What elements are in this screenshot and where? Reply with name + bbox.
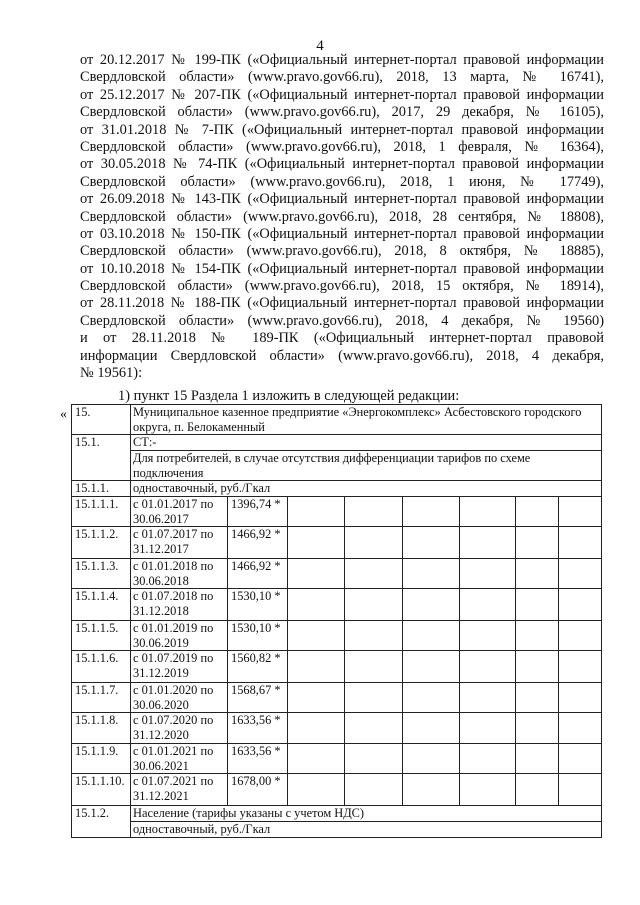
empty-cell: [516, 589, 559, 621]
empty-cell: [516, 497, 559, 527]
empty-cell: [559, 527, 602, 559]
table-row-population-rate: [72, 822, 602, 838]
empty-cell: [345, 559, 403, 589]
empty-cell: [559, 589, 602, 621]
table-row: [72, 589, 602, 621]
paragraph-line: Свердловской области» (www.pravo.gov66.ru), 2018, 1 июня, № 17749),: [80, 173, 604, 190]
tariff-value: 1530,10 *: [228, 621, 288, 651]
page-number: 4: [316, 38, 324, 54]
empty-cell: [345, 589, 403, 621]
empty-cell: [403, 713, 460, 744]
empty-cell: [460, 559, 516, 589]
empty-cell: [559, 621, 602, 651]
empty-cell: [516, 713, 559, 744]
empty-cell: [516, 683, 559, 713]
paragraph-line: от 28.11.2018 № 188-ПК («Официальный интернет-портал правовой информации: [80, 295, 604, 312]
empty-cell: [288, 589, 345, 621]
empty-cell: [403, 774, 460, 806]
row-number: 15.1.1.4.: [72, 589, 131, 621]
table-row: [72, 497, 602, 527]
period-cell: с 01.07.2021 по 31.12.2021: [131, 774, 228, 806]
tariff-value: 1466,92 *: [228, 559, 288, 589]
paragraph-line: № 19561):: [80, 365, 143, 382]
period-cell: с 01.01.2019 по 30.06.2019: [131, 621, 228, 651]
row-number: 15.1.1.9.: [72, 744, 131, 774]
empty-cell: [516, 651, 559, 683]
enterprise-name: Муниципальное казенное предприятие «Энергокомплекс» Асбестовского городского округа, п. Белокаменный: [131, 405, 602, 435]
empty-cell: [403, 559, 460, 589]
paragraph-line: от 10.10.2018 № 154-ПК («Официальный интернет-портал правовой информации: [80, 260, 604, 277]
row-number: 15.1.1.10.: [72, 774, 131, 806]
rate-type-label: одноставочный, руб./Гкал: [131, 481, 602, 497]
empty-cell: [288, 744, 345, 774]
table-row: [72, 774, 602, 806]
empty-cell: [559, 683, 602, 713]
st-label: СТ:-: [131, 435, 602, 451]
empty-cell: [288, 651, 345, 683]
empty-cell: [288, 621, 345, 651]
population-label: Население (тарифы указаны с учетом НДС): [131, 806, 602, 822]
row-number: 15.1.: [72, 435, 131, 481]
empty-cell: [288, 683, 345, 713]
empty-cell: [288, 527, 345, 559]
empty-cell: [516, 527, 559, 559]
paragraph-line: от 03.10.2018 № 150-ПК («Официальный интернет-портал правовой информации: [80, 225, 604, 242]
row-number: 15.: [72, 405, 131, 435]
empty-cell: [559, 774, 602, 806]
empty-cell: [460, 651, 516, 683]
table-row: [72, 527, 602, 559]
empty-cell: [559, 744, 602, 774]
table-row-15-1-1: [72, 481, 602, 497]
row-number: 15.1.1.8.: [72, 713, 131, 744]
empty-cell: [460, 774, 516, 806]
paragraph-line: Свердловской области» (www.pravo.gov66.ru), 2018, 28 сентября, № 18808),: [80, 208, 604, 225]
paragraph-line: от 26.09.2018 № 143-ПК («Официальный интернет-портал правовой информации: [80, 191, 604, 208]
empty-cell: [516, 774, 559, 806]
period-cell: с 01.07.2019 по 31.12.2019: [131, 651, 228, 683]
empty-cell: [288, 713, 345, 744]
tariff-value: 1560,82 *: [228, 651, 288, 683]
period-cell: с 01.01.2017 по 30.06.2017: [131, 497, 228, 527]
empty-cell: [559, 497, 602, 527]
paragraph-line: Свердловской области» (www.pravo.gov66.ru), 2018, 8 октября, № 18885),: [80, 243, 604, 260]
empty-cell: [345, 527, 403, 559]
table-row-15-1: [72, 435, 602, 451]
tariff-value: 1568,67 *: [228, 683, 288, 713]
paragraph-line: от 31.01.2018 № 7-ПК («Официальный интернет-портал правовой информации: [80, 121, 604, 138]
empty-cell: [516, 621, 559, 651]
period-cell: с 01.01.2018 по 30.06.2018: [131, 559, 228, 589]
empty-cell: [559, 713, 602, 744]
empty-cell: [403, 589, 460, 621]
empty-cell: [460, 713, 516, 744]
empty-cell: [345, 774, 403, 806]
paragraph-line: Свердловской области» (www.pravo.gov66.ru), 2018, 13 марта, № 16741),: [80, 69, 604, 86]
empty-cell: [403, 683, 460, 713]
tariff-value: 1530,10 *: [228, 589, 288, 621]
paragraph-line: от 25.12.2017 № 207-ПК («Официальный интернет-портал правовой информации: [80, 86, 604, 103]
empty-cell: [345, 744, 403, 774]
table-row: [72, 713, 602, 744]
empty-cell: [403, 744, 460, 774]
paragraph-line: Свердловской области» (www.pravo.gov66.ru), 2018, 1 февраля, № 16364),: [80, 138, 604, 155]
row-number: 15.1.1.6.: [72, 651, 131, 683]
empty-cell: [460, 589, 516, 621]
row-number: 15.1.1.2.: [72, 527, 131, 559]
table-row-15-1-2: [72, 806, 602, 822]
empty-cell: [460, 683, 516, 713]
paragraph-line: от 30.05.2018 № 74-ПК («Официальный интернет-портал правовой информации: [80, 156, 604, 173]
table-row: [72, 621, 602, 651]
row-number: 15.1.1.7.: [72, 683, 131, 713]
paragraph-line: информации Свердловской области» (www.pravo.gov66.ru), 2018, 4 декабря,: [80, 347, 604, 364]
table-row-15: [72, 405, 602, 435]
table-row: [72, 683, 602, 713]
empty-cell: [559, 651, 602, 683]
tariff-table: [71, 404, 602, 838]
empty-cell: [460, 744, 516, 774]
row-number: 15.1.1.3.: [72, 559, 131, 589]
rate-type-label: одноставочный, руб./Гкал: [131, 822, 602, 838]
empty-cell: [345, 621, 403, 651]
period-cell: с 01.01.2021 по 30.06.2021: [131, 744, 228, 774]
period-cell: с 01.07.2017 по 31.12.2017: [131, 527, 228, 559]
paragraph-line: и от 28.11.2018 № 189-ПК («Официальный интернет-портал правовой: [80, 330, 604, 347]
open-quote: «: [60, 407, 67, 422]
empty-cell: [516, 559, 559, 589]
paragraph-line: Свердловской области» (www.pravo.gov66.ru), 2017, 29 декабря, № 16105),: [80, 104, 604, 121]
empty-cell: [403, 497, 460, 527]
empty-cell: [460, 527, 516, 559]
row-number: 15.1.1.5.: [72, 621, 131, 651]
empty-cell: [345, 651, 403, 683]
row-number: 15.1.2.: [72, 806, 131, 838]
empty-cell: [460, 497, 516, 527]
row-number: 15.1.1.1.: [72, 497, 131, 527]
table-row: [72, 559, 602, 589]
period-cell: с 01.01.2020 по 30.06.2020: [131, 683, 228, 713]
empty-cell: [403, 621, 460, 651]
table-row-consumers: [72, 451, 602, 481]
paragraph-line: Свердловской области» (www.pravo.gov66.ru), 2018, 15 октября, № 18914),: [80, 278, 604, 295]
empty-cell: [288, 774, 345, 806]
consumers-label: Для потребителей, в случае отсутствия дифференциации тарифов по схеме подключения: [131, 451, 602, 481]
tariff-value: 1396,74 *: [228, 497, 288, 527]
empty-cell: [288, 497, 345, 527]
item-1-text: 1) пункт 15 Раздела 1 изложить в следующей редакции:: [118, 388, 460, 404]
tariff-value: 1633,56 *: [228, 744, 288, 774]
tariff-value: 1466,92 *: [228, 527, 288, 559]
table-row: [72, 651, 602, 683]
empty-cell: [403, 651, 460, 683]
row-number: 15.1.1.: [72, 481, 131, 497]
empty-cell: [403, 527, 460, 559]
empty-cell: [288, 559, 345, 589]
period-cell: с 01.07.2018 по 31.12.2018: [131, 589, 228, 621]
empty-cell: [516, 744, 559, 774]
empty-cell: [559, 559, 602, 589]
tariff-value: 1633,56 *: [228, 713, 288, 744]
paragraph-line: от 20.12.2017 № 199-ПК («Официальный интернет-портал правовой информации: [80, 52, 604, 68]
empty-cell: [345, 713, 403, 744]
tariff-value: 1678,00 *: [228, 774, 288, 806]
table-row: [72, 744, 602, 774]
empty-cell: [345, 497, 403, 527]
empty-cell: [345, 683, 403, 713]
period-cell: с 01.07.2020 по 31.12.2020: [131, 713, 228, 744]
empty-cell: [460, 621, 516, 651]
paragraph-line: Свердловской области» (www.pravo.gov66.ru), 2018, 4 декабря, № 19560): [80, 312, 604, 329]
decrees-paragraph: [80, 52, 604, 382]
